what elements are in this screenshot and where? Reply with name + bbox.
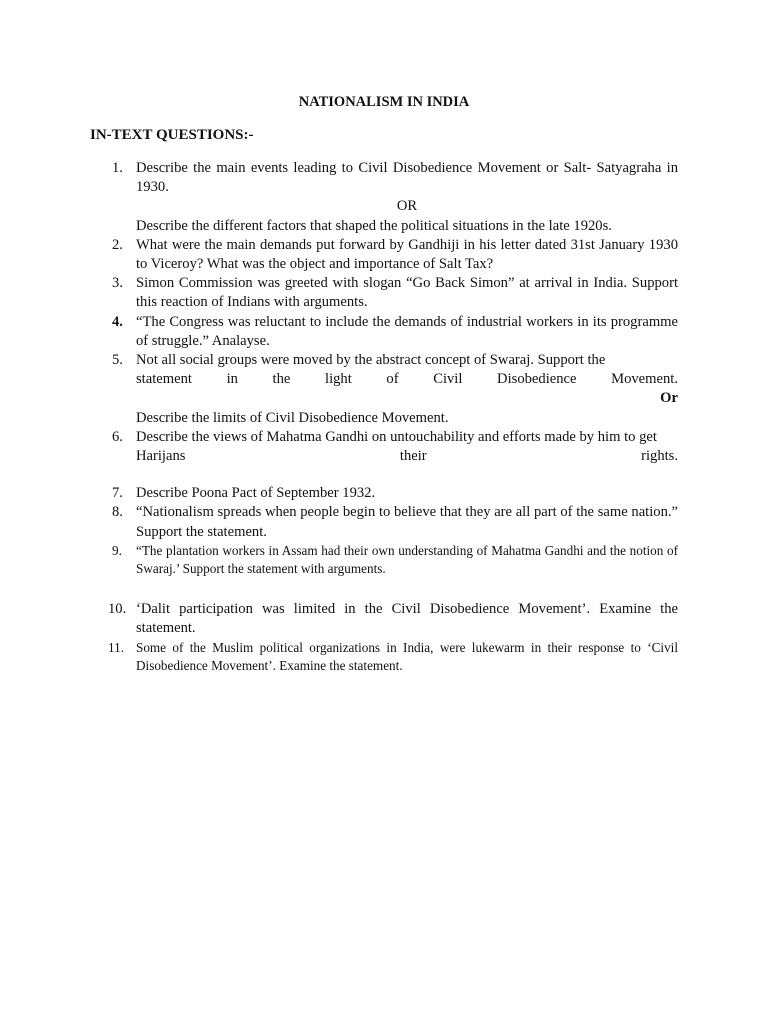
question-item-7: [90, 484, 678, 503]
question-text-line-2: statement in the light of Civil Disobedience Movement.: [136, 371, 678, 388]
question-item-1: [90, 159, 678, 236]
section-heading: IN-TEXT QUESTIONS:-: [90, 127, 254, 143]
question-number: 4.: [112, 313, 123, 330]
question-text: Describe the main events leading to Civil Disobedience Movement or Salt- Satyagraha in 1930.: [136, 160, 678, 196]
question-item-2: [90, 236, 678, 274]
question-text: Describe Poona Pact of September 1932.: [136, 485, 376, 502]
question-list: [90, 159, 678, 675]
question-text: Some of the Muslim political organizations in India, were lukewarm in their response to ‘Civil Disobedience Movement’. Examine the statement.: [136, 639, 678, 673]
question-item-10: [90, 600, 678, 638]
question-number: 2.: [112, 236, 123, 253]
question-item-8: [90, 503, 678, 541]
question-alt-text: Describe the limits of Civil Disobedience Movement.: [136, 409, 449, 426]
question-text-line-2: Harijans their rights.: [136, 448, 678, 465]
question-text: “Nationalism spreads when people begin to believe that they are all part of the same nation.” Support the statement.: [136, 504, 678, 540]
page-title: NATIONALISM IN INDIA: [298, 94, 470, 110]
or-separator: OR: [396, 198, 418, 215]
question-item-5: [90, 351, 678, 428]
question-number: 10.: [108, 601, 127, 618]
question-text: “The plantation workers in Assam had their own understanding of Mahatma Gandhi and the notion of Swaraj.’ Support the statement with arguments.: [136, 542, 678, 577]
question-item-4: [90, 313, 678, 351]
question-text-line-1: Describe the views of Mahatma Gandhi on untouchability and efforts made by him to get: [136, 428, 657, 445]
question-item-11: [90, 639, 678, 675]
question-number: 8.: [112, 504, 123, 521]
question-text-line-1: Not all social groups were moved by the abstract concept of Swaraj. Support the: [136, 352, 606, 369]
question-number: 1.: [112, 160, 123, 176]
question-number: 9.: [112, 542, 122, 558]
question-text: ‘Dalit participation was limited in the Civil Disobedience Movement’. Examine the statement.: [136, 601, 678, 637]
question-text: “The Congress was reluctant to include the demands of industrial workers in its programme of struggle.” Analayse.: [136, 313, 678, 349]
question-text: What were the main demands put forward by Gandhiji in his letter dated 31st January 1930 to Viceroy? What was the object and importance of Salt Tax?: [136, 236, 678, 273]
question-item-6: [90, 428, 678, 466]
question-number: 3.: [112, 275, 123, 292]
question-number: 6.: [112, 428, 123, 445]
question-text: Simon Commission was greeted with slogan “Go Back Simon” at arrival in India. Support this reaction of Indians with arguments.: [136, 275, 678, 311]
question-number: 11.: [108, 639, 124, 655]
or-separator: Or: [660, 390, 678, 407]
question-alt-text: Describe the different factors that shaped the political situations in the late 1920s.: [136, 217, 612, 234]
question-number: 5.: [112, 352, 123, 369]
question-item-3: [90, 274, 678, 312]
question-number: 7.: [112, 485, 123, 502]
question-item-9: [90, 542, 678, 578]
